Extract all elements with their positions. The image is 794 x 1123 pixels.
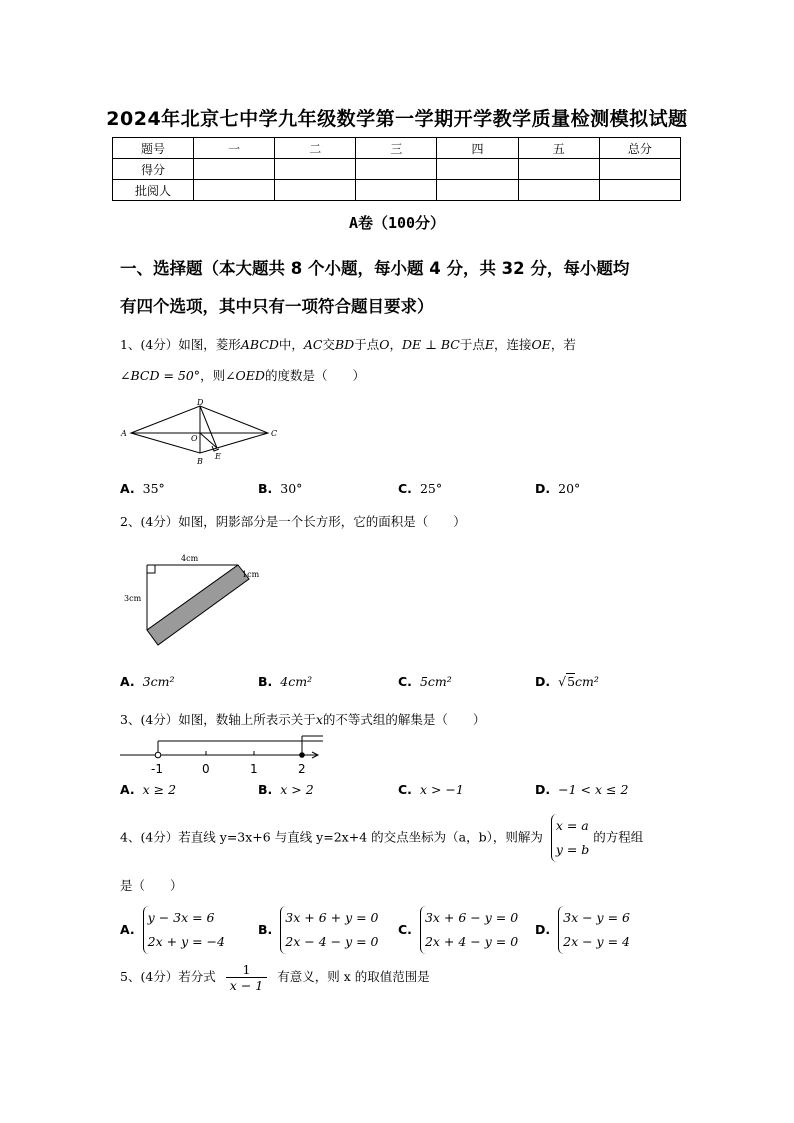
label-right: 1cm bbox=[242, 570, 260, 579]
equation: 2x + y = −4 bbox=[147, 934, 225, 949]
label-b: B bbox=[197, 457, 203, 466]
option-label: D. bbox=[535, 674, 551, 689]
label-d: D bbox=[197, 398, 204, 407]
question-number: 2、(4分） bbox=[120, 514, 179, 529]
paper-a-label: A卷（100分） bbox=[348, 214, 446, 232]
option-label: D. bbox=[535, 481, 551, 496]
math: x bbox=[315, 712, 323, 727]
table-cell: 三 bbox=[356, 138, 437, 159]
equation-system bbox=[143, 906, 225, 954]
text: 交 bbox=[322, 337, 335, 352]
table-cell: 一 bbox=[194, 138, 275, 159]
text: 如图，数轴上所表示关于 bbox=[178, 712, 316, 727]
text: 于点 bbox=[354, 337, 380, 352]
question-number: 5、(4分） bbox=[120, 969, 179, 984]
equation: 3x + 6 + y = 0 bbox=[285, 910, 379, 925]
equation: x = a bbox=[555, 818, 589, 833]
table-cell: 二 bbox=[275, 138, 356, 159]
q3-option-d[interactable] bbox=[535, 782, 628, 797]
grader-entry-cell[interactable] bbox=[194, 180, 275, 201]
label-o: O bbox=[191, 434, 198, 443]
math: ABCD bbox=[240, 337, 279, 352]
option-text: 4cm² bbox=[280, 674, 313, 689]
q2-option-c[interactable] bbox=[398, 674, 452, 689]
grader-entry-cell[interactable] bbox=[599, 180, 680, 201]
option-label: D. bbox=[535, 782, 551, 797]
grader-entry-cell[interactable] bbox=[275, 180, 356, 201]
option-label: C. bbox=[398, 782, 412, 797]
q2-option-a[interactable] bbox=[120, 674, 174, 689]
option-root: 5 bbox=[567, 674, 576, 689]
text: 若分式 bbox=[178, 969, 216, 984]
q1-option-d[interactable] bbox=[535, 481, 580, 496]
label-top: 4cm bbox=[181, 554, 199, 563]
equation: y = b bbox=[555, 842, 590, 857]
question-1-line2 bbox=[120, 366, 685, 384]
text: 有意义，则 x 的取值范围是 bbox=[277, 969, 430, 984]
option-label: A. bbox=[120, 921, 135, 937]
math: OE bbox=[531, 337, 551, 352]
option-label: C. bbox=[398, 674, 412, 689]
text: 的方程组 bbox=[593, 829, 644, 845]
denominator: x − 1 bbox=[229, 978, 264, 993]
closed-point bbox=[299, 752, 305, 758]
option-text: 20° bbox=[558, 481, 581, 496]
grader-entry-cell[interactable] bbox=[356, 180, 437, 201]
score-entry-cell[interactable] bbox=[437, 159, 518, 180]
text: 中， bbox=[278, 337, 304, 352]
open-point bbox=[155, 752, 161, 758]
table-cell: 五 bbox=[518, 138, 599, 159]
question-3 bbox=[120, 710, 685, 728]
section-heading-line1: 一、选择题（本大题共 8 个小题，每小题 4 分，共 32 分，每小题均 bbox=[120, 259, 630, 278]
grader-entry-cell[interactable] bbox=[518, 180, 599, 201]
solution-system bbox=[551, 814, 589, 862]
label-a: A bbox=[121, 429, 127, 438]
equation: 3x − y = 6 bbox=[563, 910, 630, 925]
grader-entry-cell[interactable] bbox=[437, 180, 518, 201]
q4-option-b[interactable] bbox=[258, 906, 379, 954]
score-entry-cell[interactable] bbox=[599, 159, 680, 180]
label-c: C bbox=[271, 429, 278, 438]
table-row bbox=[113, 159, 681, 180]
q1-option-a[interactable] bbox=[120, 481, 165, 496]
equation: 2x + 4 − y = 0 bbox=[424, 934, 519, 949]
option-label: C. bbox=[398, 481, 412, 496]
text: 的不等式组的解集是（ ） bbox=[322, 712, 486, 727]
option-text: x ≥ 2 bbox=[142, 782, 177, 797]
option-text: x > 2 bbox=[280, 782, 314, 797]
option-label: B. bbox=[258, 921, 273, 937]
q1-option-c[interactable] bbox=[398, 481, 442, 496]
equation: 2x − 4 − y = 0 bbox=[285, 934, 379, 949]
tick-label: 0 bbox=[202, 762, 210, 776]
question-5 bbox=[120, 962, 685, 993]
equation-system bbox=[558, 906, 630, 954]
table-cell: 四 bbox=[437, 138, 518, 159]
option-label: B. bbox=[258, 782, 273, 797]
rectangle-figure bbox=[118, 548, 268, 653]
tick-label: 2 bbox=[298, 762, 306, 776]
equation-system bbox=[280, 906, 378, 954]
option-label: B. bbox=[258, 481, 273, 496]
option-label: A. bbox=[120, 481, 135, 496]
tick-label: -1 bbox=[151, 762, 163, 776]
q4-option-c[interactable] bbox=[398, 906, 518, 954]
question-number: 1、(4分） bbox=[120, 337, 179, 352]
numerator: 1 bbox=[226, 962, 267, 978]
table-cell: 批阅人 bbox=[113, 180, 194, 201]
table-cell: 总分 bbox=[599, 138, 680, 159]
q2-option-d[interactable] bbox=[535, 674, 599, 689]
fraction bbox=[226, 962, 267, 993]
equation: y − 3x = 6 bbox=[147, 910, 215, 925]
math: E bbox=[484, 337, 494, 352]
page-title: 2024年北京七中学九年级数学第一学期开学教学质量检测模拟试题 bbox=[106, 108, 688, 130]
text: ，连接 bbox=[493, 337, 532, 352]
q2-option-b[interactable] bbox=[258, 674, 312, 689]
option-text: x > −1 bbox=[419, 782, 464, 797]
label-left: 3cm bbox=[124, 594, 142, 603]
text: 如图，阴影部分是一个长方形，它的面积是（ ） bbox=[178, 514, 466, 529]
math: O bbox=[379, 337, 390, 352]
option-text: 30° bbox=[280, 481, 303, 496]
q4-option-d[interactable] bbox=[535, 906, 630, 954]
label-e: E bbox=[215, 452, 221, 461]
option-text: 25° bbox=[419, 481, 443, 496]
number-line-figure bbox=[118, 732, 333, 777]
option-label: C. bbox=[398, 921, 412, 937]
question-number: 3、(4分） bbox=[120, 712, 179, 727]
rhombus-figure bbox=[118, 396, 283, 466]
score-table bbox=[112, 137, 681, 201]
score-entry-cell[interactable] bbox=[356, 159, 437, 180]
option-label: B. bbox=[258, 674, 273, 689]
equation: 2x − y = 4 bbox=[563, 934, 630, 949]
text: 于点 bbox=[459, 337, 485, 352]
option-text: 5cm² bbox=[419, 674, 452, 689]
option-label: A. bbox=[120, 782, 135, 797]
question-2 bbox=[120, 512, 685, 530]
q1-option-b[interactable] bbox=[258, 481, 302, 496]
text: 的度数是（ ） bbox=[264, 368, 365, 383]
text: ， bbox=[389, 337, 402, 352]
table-cell: 得分 bbox=[113, 159, 194, 180]
section-heading-line2: 有四个选项，其中只有一项符合题目要求） bbox=[120, 297, 434, 316]
question-4-line2: 是（ ） bbox=[120, 878, 183, 893]
equation-system bbox=[420, 906, 518, 954]
question-1-line1 bbox=[120, 335, 685, 353]
math: BD bbox=[334, 337, 355, 352]
math: AC bbox=[303, 337, 323, 352]
text: 若直线 y=3x+6 与直线 y=2x+4 的交点坐标为（a，b），则解为 bbox=[178, 829, 543, 845]
question-number: 4、(4分） bbox=[120, 829, 179, 845]
option-text: cm² bbox=[575, 674, 599, 689]
math: ∠OED bbox=[225, 368, 265, 383]
option-text: −1 < x ≤ 2 bbox=[558, 782, 629, 797]
q3-option-c[interactable] bbox=[398, 782, 464, 797]
table-row bbox=[113, 180, 681, 201]
sqrt-sign: √ bbox=[558, 674, 567, 689]
score-entry-cell[interactable] bbox=[518, 159, 599, 180]
option-label: A. bbox=[120, 674, 135, 689]
q3-option-b[interactable] bbox=[258, 782, 314, 797]
equation: 3x + 6 − y = 0 bbox=[424, 910, 519, 925]
option-label: D. bbox=[535, 921, 551, 937]
math: ∠BCD = 50° bbox=[120, 368, 201, 383]
tick-label: 1 bbox=[250, 762, 258, 776]
q4-option-a[interactable] bbox=[120, 906, 225, 954]
table-cell: 题号 bbox=[113, 138, 194, 159]
q3-option-a[interactable] bbox=[120, 782, 176, 797]
shaded-rectangle bbox=[147, 565, 249, 645]
math: DE ⊥ BC bbox=[401, 337, 460, 352]
text: 如图，菱形 bbox=[178, 337, 241, 352]
score-entry-cell[interactable] bbox=[194, 159, 275, 180]
text: ，若 bbox=[550, 337, 576, 352]
text: ，则 bbox=[200, 368, 226, 383]
table-row bbox=[113, 138, 681, 159]
option-text: 35° bbox=[142, 481, 165, 496]
question-4-line1 bbox=[120, 814, 685, 862]
option-text: 3cm² bbox=[142, 674, 175, 689]
score-entry-cell[interactable] bbox=[275, 159, 356, 180]
